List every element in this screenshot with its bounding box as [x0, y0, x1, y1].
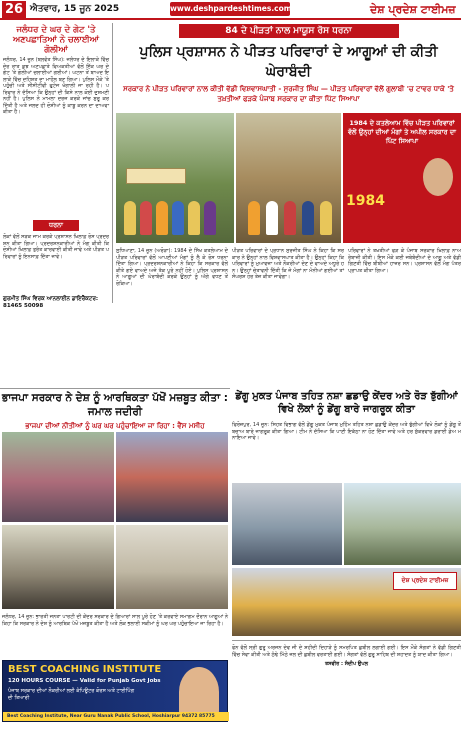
poster-text: 1984 ਦੇ ਕਤਲੇਆਮ ਵਿੱਚ ਪੀੜਤ ਪਰਿਵਾਰਾਂ ਵੱਲੋਂ ਉਨ੍ਹਾਂ ਦੀਆਂ ਮੰਗਾਂ ਤੇ ਅਪੀਲ ਸਰਕਾਰ ਦਾ ਪਿੱਟ ਸਿਆਪਾ [347, 119, 457, 145]
protester [320, 201, 332, 235]
protester [124, 201, 136, 235]
ad-footer: Best Coaching Institute, Near Guru Nanak Public School, Hoshiarpur 94372 85775 [3, 712, 229, 721]
main-headline: ਪੁਲਿਸ ਪ੍ਰਸ਼ਾਸਨ ਨੇ ਪੀੜਤ ਪਰਿਵਾਰਾਂ ਦੇ ਆਗੂਆਂ ਦੀ ਕੀਤੀ ਘੇਰਾਬੰਦੀ [139, 44, 438, 80]
bjp-photo-3 [2, 525, 114, 609]
dengue-headline: ਡੇਂਗੂ ਮੁਕਤ ਪੰਜਾਬ ਤਹਿਤ ਨਸ਼ਾ ਛਡਾਉ ਕੇਂਦਰ ਅਤੇ ਰੋੜ ਝੁੱਗੀਆਂ ਵਿਖੇ ਲੋਕਾਂ ਨੂੰ ਡੇਂਗੂ ਬਾਰੇ ਜਾਗਰੂਕ ਕੀਤਾ [235, 391, 458, 415]
section-label: ਧਰਨਾ [33, 220, 79, 231]
ad-body: ਪੰਜਾਬ ਸਰਕਾਰ ਦੀਆਂ ਨੌਕਰੀਆਂ ਲਈ ਕੰਪਿਊਟਰ ਕੋਰਸ ਅਤੇ ਟਾਈਪਿੰਗ ਦੀ ਤਿਆਰੀ [8, 688, 135, 701]
ad-subtitle: 120 HOURS COURSE — Valid for Punjab Govt Jobs [8, 678, 161, 684]
masthead: ਦੇਸ਼ ਪ੍ਰਦੇਸ਼ ਟਾਈਮਜ਼ [370, 3, 456, 16]
poster-portrait [423, 158, 453, 196]
left-headline: ਜਲੰਧਰ ਦੇ ਘਰ ਦੇ ਗੇਟ 'ਤੇ ਅਣਪਛਾਤਿਆਂ ਨੇ ਚਲਾਈਆਂ ਗੋਲੀਆਂ [12, 25, 100, 55]
newspaper-logo: ਦੇਸ਼ ਪ੍ਰਦੇਸ਼ ਟਾਈਮਜ਼ [393, 572, 457, 590]
left-body-box [3, 57, 109, 217]
bjp-body [2, 612, 228, 658]
protester [248, 201, 260, 235]
left-note: ਗੁਰਮੀਤ ਸਿੰਘ ਵਿਰਕ ਆਨਲਾਈਨ ਡਾਇਰੈਕਟਰ: 81465 50098 [3, 296, 99, 309]
bjp-photo-1 [2, 432, 114, 522]
ad-portrait [179, 667, 219, 717]
dengue-story [232, 390, 461, 416]
main-body-col-3 [348, 246, 461, 386]
protester [172, 201, 184, 235]
protester [140, 201, 152, 235]
main-headline-block [116, 24, 461, 104]
photo-credit: ਤਸਵੀਰ : ਸੰਦੀਪ ਉਪਲ [324, 661, 369, 667]
left-body2-box [3, 234, 109, 294]
protester [266, 201, 278, 235]
bjp-photo-4 [116, 525, 228, 609]
poster-year: 1984 [346, 193, 385, 209]
main-body-text-3: ਪਰਿਵਾਰਾਂ ਨੇ ਤਖ਼ਤੀਆਂ ਫੜ ਕੇ ਪੰਜਾਬ ਸਰਕਾਰ ਖ਼ਿਲਾਫ਼ ਨਾਅਰੇਬਾਜ਼ੀ ਕੀਤੀ। ਇਸ ਮੌਕੇ ਕਈ ਜਥੇਬੰਦੀਆਂ ਦੇ ਆਗੂ ਅਤੇ ਵੱਡੀ ਗਿਣਤੀ ਵਿੱਚ ਬੀਬੀਆਂ ਹਾਜ਼ਰ ਸਨ। ਪ੍ਰਸ਼ਾਸਨ ਵੱਲੋਂ ਮੰਗ ਪੱਤਰ ਪ੍ਰਾਪਤ ਕੀਤਾ ਗਿਆ। [348, 248, 461, 274]
main-body [116, 246, 461, 386]
protest-photo-2 [236, 113, 341, 243]
page-number: 26 [2, 1, 26, 18]
dateline: ਐਤਵਾਰ, 15 ਜੂਨ 2025 [30, 4, 120, 14]
left-body: ਜਲੰਧਰ, 14 ਜੂਨ (ਬਲਵੰਤ ਸਿੰਘ): ਜਲੰਧਰ ਦੇ ਇਲਾਕੇ ਵਿੱਚ ਦੇਰ ਰਾਤ ਕੁਝ ਅਣਪਛਾਤੇ ਵਿਅਕਤੀਆਂ ਵੱਲੋਂ ਇੱਕ ਘਰ ਦੇ ਗੇਟ 'ਤੇ ਗੋਲੀਆਂ ਚਲਾਈਆਂ ਗਈਆਂ। ਘਟਨਾ ਤੋਂ ਬਾਅਦ ਇਲਾਕੇ ਵਿੱਚ ਦਹਿਸ਼ਤ ਦਾ ਮਾਹੌਲ ਬਣ ਗਿਆ। ਪੁਲਿਸ ਮੌਕੇ 'ਤੇ ਪਹੁੰਚੀ ਅਤੇ ਸੀਸੀਟੀਵੀ ਫੁਟੇਜ ਖੰਗਾਲੀ ਜਾ ਰਹੀ ਹੈ। ਪਰਿਵਾਰ ਨੇ ਦੱਸਿਆ ਕਿ ਉਨ੍ਹਾਂ ਦੀ ਕਿਸੇ ਨਾਲ ਕੋਈ ਦੁਸ਼ਮਣੀ ਨਹੀਂ ਹੈ। ਪੁਲਿਸ ਨੇ ਮਾਮਲਾ ਦਰਜ ਕਰਕੇ ਜਾਂਚ ਸ਼ੁਰੂ ਕਰ ਦਿੱਤੀ ਹੈ ਅਤੇ ਜਲਦ ਹੀ ਦੋਸ਼ੀਆਂ ਨੂੰ ਕਾਬੂ ਕਰਨ ਦਾ ਦਾਅਵਾ ਕੀਤਾ ਹੈ। [3, 57, 109, 115]
dengue-body [232, 420, 461, 480]
ad-title: BEST COACHING INSTITUTE [8, 664, 162, 675]
protester [302, 201, 314, 235]
protester [204, 201, 216, 235]
dengue-photo-2 [344, 483, 461, 565]
left-column [0, 23, 113, 309]
left-body2: ਲੋਕਾਂ ਵੱਲੋਂ ਸੜਕ ਜਾਮ ਕਰਕੇ ਪ੍ਰਸ਼ਾਸਨ ਖ਼ਿਲਾਫ਼ ਰੋਸ ਪ੍ਰਦਰਸ਼ਨ ਕੀਤਾ ਗਿਆ। ਪ੍ਰਦਰਸ਼ਨਕਾਰੀਆਂ ਨੇ ਮੰਗ ਕੀਤੀ ਕਿ ਦੋਸ਼ੀਆਂ ਖ਼ਿਲਾਫ਼ ਤੁਰੰਤ ਕਾਰਵਾਈ ਕੀਤੀ ਜਾਵੇ ਅਤੇ ਪੀੜਤ ਪਰਿਵਾਰਾਂ ਨੂੰ ਇਨਸਾਫ਼ ਦਿੱਤਾ ਜਾਵੇ। [3, 234, 109, 260]
photo-caption-block [232, 640, 461, 722]
protester [156, 201, 168, 235]
placard [126, 168, 186, 184]
main-kicker: 84 ਦੇ ਪੀੜਤਾਂ ਨਾਲ ਮਾਯੂਸ ਰੋਸ ਧਰਨਾ [179, 24, 399, 38]
main-body-col-1 [116, 246, 228, 386]
chhabeel-photo [232, 568, 461, 636]
main-body-text-1: ਲੁਧਿਆਣਾ, 14 ਜੂਨ (ਅਰੋੜਾ): 1984 ਦੇ ਸਿੱਖ ਕਤਲੇਆਮ ਦੇ ਪੀੜਤ ਪਰਿਵਾਰਾਂ ਵੱਲੋਂ ਆਪਣੀਆਂ ਮੰਗਾਂ ਨੂੰ ਲੈ ਕੇ ਰੋਸ ਧਰਨਾ ਦਿੱਤਾ ਗਿਆ। ਪ੍ਰਦਰਸ਼ਨਕਾਰੀਆਂ ਨੇ ਕਿਹਾ ਕਿ ਸਰਕਾਰ ਵੱਲੋਂ ਕੀਤੇ ਗਏ ਵਾਅਦੇ ਅਜੇ ਤੱਕ ਪੂਰੇ ਨਹੀਂ ਹੋਏ। ਪੁਲਿਸ ਪ੍ਰਸ਼ਾਸਨ ਨੇ ਆਗੂਆਂ ਦੀ ਘੇਰਾਬੰਦੀ ਕਰਕੇ ਉਨ੍ਹਾਂ ਨੂੰ ਅੱਗੇ ਵਧਣ ਤੋਂ ਰੋਕਿਆ। [116, 248, 228, 287]
main-body-col-2 [232, 246, 344, 386]
protest-poster [343, 113, 461, 243]
protest-photo-1 [116, 113, 234, 243]
website-url[interactable]: www.deshpardeshtimes.com [170, 2, 290, 16]
coaching-ad[interactable] [2, 660, 228, 722]
bjp-body-text: ਜਲੰਧਰ, 14 ਜੂਨ: ਭਾਰਤੀ ਜਨਤਾ ਪਾਰਟੀ ਦੀ ਕੇਂਦਰ ਸਰਕਾਰ ਦੇ ਗਿਆਰਾਂ ਸਾਲ ਪੂਰੇ ਹੋਣ 'ਤੇ ਕਰਵਾਏ ਸਮਾਗਮ ਦੌਰਾਨ ਆਗੂਆਂ ਨੇ ਕਿਹਾ ਕਿ ਸਰਕਾਰ ਨੇ ਦੇਸ਼ ਨੂੰ ਆਰਥਿਕ ਪੱਖੋਂ ਮਜ਼ਬੂਤ ਕੀਤਾ ਹੈ ਅਤੇ ਲੋਕ ਭਲਾਈ ਸਕੀਮਾਂ ਨੂੰ ਘਰ ਘਰ ਪਹੁੰਚਾਇਆ ਜਾ ਰਿਹਾ ਹੈ। [2, 614, 228, 627]
bjp-photo-2 [116, 432, 228, 522]
main-body-text-2: ਪੀੜਤ ਪਰਿਵਾਰਾਂ ਦੇ ਪ੍ਰਧਾਨ ਸੁਰਜੀਤ ਸਿੰਘ ਨੇ ਕਿਹਾ ਕਿ ਸਰਕਾਰ ਨੇ ਉਨ੍ਹਾਂ ਨਾਲ ਵਿਸ਼ਵਾਸਘਾਤ ਕੀਤਾ ਹੈ। ਉਨ੍ਹਾਂ ਕਿਹਾ ਕਿ ਪਰਿਵਾਰਾਂ ਨੂੰ ਮੁਆਵਜ਼ਾ ਅਤੇ ਨੌਕਰੀਆਂ ਦੇਣ ਦੇ ਵਾਅਦੇ ਅਧੂਰੇ ਹਨ। ਉਨ੍ਹਾਂ ਚੇਤਾਵਨੀ ਦਿੱਤੀ ਕਿ ਜੇ ਮੰਗਾਂ ਨਾ ਮੰਨੀਆਂ ਗਈਆਂ ਤਾਂ ਸੰਘਰਸ਼ ਹੋਰ ਤੇਜ਼ ਕੀਤਾ ਜਾਵੇਗਾ। [232, 248, 344, 280]
photo-caption: ਫੋਨ ਵੱਲੋਂ ਸ੍ਰੀ ਗੁਰੂ ਅਰਜਨ ਦੇਵ ਜੀ ਦੇ ਸ਼ਹੀਦੀ ਦਿਹਾੜੇ ਨੂੰ ਸਮਰਪਿਤ ਛਬੀਲ ਲਗਾਈ ਗਈ। ਇਸ ਮੌਕੇ ਸੰਗਤਾਂ ਨੇ ਵੱਡੀ ਗਿਣਤੀ ਵਿੱਚ ਸੇਵਾ ਕੀਤੀ ਅਤੇ ਠੰਢੇ ਮਿੱਠੇ ਜਲ ਦੀ ਛਬੀਲ ਵਰਤਾਈ ਗਈ। ਸੰਗਤਾਂ ਵੱਲੋਂ ਗੁਰੂ ਸਾਹਿਬ ਦੀ ਸ਼ਹਾਦਤ ਨੂੰ ਯਾਦ ਕੀਤਾ ਗਿਆ। [232, 645, 461, 658]
main-subhead: ਸਰਕਾਰ ਨੇ ਪੀੜਤ ਪਰਿਵਾਰਾਂ ਨਾਲ ਕੀਤੀ ਵੱਡੀ ਵਿਸ਼ਵਾਸਘਾਤੀ - ਸੁਰਜੀਤ ਸਿੰਘ — ਪੀੜਤ ਪਰਿਵਾਰਾਂ ਵੱਲੋਂ ਗੁਲਾਬੀ 'ਚ ਟਾਵਰ ਧਾਕੇ 'ਤੇ ਤਖ਼ਤੀਆਂ ਫੜਕੇ ਪੰਜਾਬ ਸਰਕਾਰ ਦਾ ਕੀਤਾ ਪਿੱਟ ਸਿਆਪਾ [123, 85, 454, 103]
dengue-photo-1 [232, 483, 342, 565]
bjp-headline: ਭਾਜਪਾ ਸਰਕਾਰ ਨੇ ਦੇਸ਼ ਨੂੰ ਆਰਥਿਕਤਾ ਪੱਖੋਂ ਮਜ਼ਬੂਤ ਕੀਤਾ : ਜਮਾਲ ਜਦੀਰੀ [0, 388, 230, 419]
protester [188, 201, 200, 235]
bjp-subhead: ਭਾਜਪਾ ਦੀਆਂ ਨੀਤੀਆਂ ਨੂੰ ਘਰ ਘਰ ਪਹੁੰਚਾਇਆ ਜਾ ਰਿਹਾ : ਵੈਂਸ ਮਸੀਹ [25, 422, 205, 430]
page-header [0, 0, 461, 20]
dengue-body-text: ਫਿਰੋਜ਼ਪੁਰ, 14 ਜੂਨ: ਸਿਹਤ ਵਿਭਾਗ ਵੱਲੋਂ ਡੇਂਗੂ ਮੁਕਤ ਪੰਜਾਬ ਮੁਹਿੰਮ ਤਹਿਤ ਨਸ਼ਾ ਛਡਾਉ ਕੇਂਦਰ ਅਤੇ ਝੁੱਗੀਆਂ ਵਿਖੇ ਲੋਕਾਂ ਨੂੰ ਡੇਂਗੂ ਤੋਂ ਬਚਾਅ ਬਾਰੇ ਜਾਗਰੂਕ ਕੀਤਾ ਗਿਆ। ਟੀਮ ਨੇ ਦੱਸਿਆ ਕਿ ਪਾਣੀ ਇਕੱਠਾ ਨਾ ਹੋਣ ਦਿੱਤਾ ਜਾਵੇ ਅਤੇ ਹਰ ਸ਼ੁੱਕਰਵਾਰ ਡਰਾਈ ਡੇਅ ਮਨਾਇਆ ਜਾਵੇ। [232, 422, 461, 441]
protester [284, 201, 296, 235]
bjp-story [0, 388, 230, 431]
